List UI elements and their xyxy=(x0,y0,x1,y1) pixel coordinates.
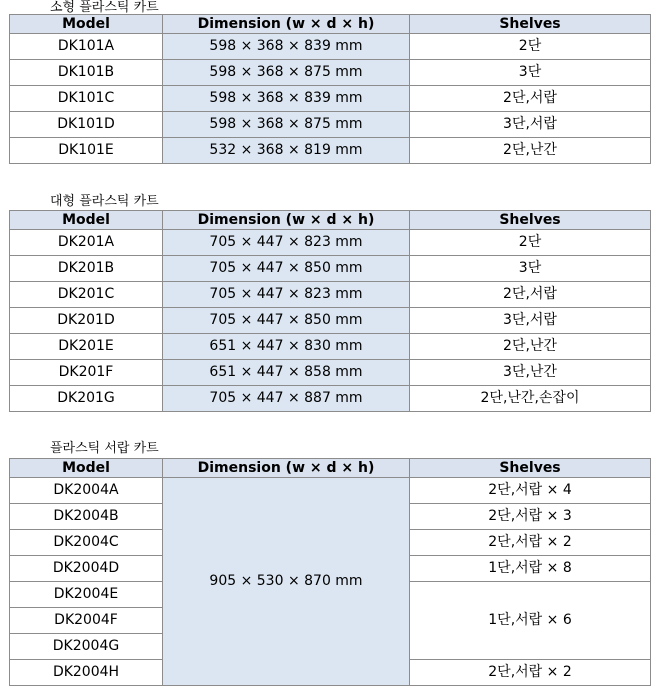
shelves-cell: 2단,서랍 × 3 xyxy=(410,504,651,530)
header-model: Model xyxy=(10,15,163,34)
dimension-cell: 705 × 447 × 887 mm xyxy=(163,386,410,412)
shelves-cell: 3단,서랍 xyxy=(410,308,651,334)
header-shelves: Shelves xyxy=(410,15,651,34)
shelves-cell: 2단 xyxy=(410,230,651,256)
shelves-cell: 1단,서랍 × 8 xyxy=(410,556,651,582)
shelves-cell: 2단,난간 xyxy=(410,138,651,164)
header-dimension: Dimension (w × d × h) xyxy=(163,459,410,478)
table-row xyxy=(10,478,651,504)
shelves-cell: 2단,난간 xyxy=(410,334,651,360)
table-header-row xyxy=(10,211,651,230)
dimension-cell: 598 × 368 × 875 mm xyxy=(163,60,410,86)
shelves-cell: 2단 xyxy=(410,34,651,60)
table-row xyxy=(10,308,651,334)
shelves-cell: 3단,난간 xyxy=(410,360,651,386)
shelves-cell: 3단 xyxy=(410,256,651,282)
table-row xyxy=(10,34,651,60)
model-cell: DK201F xyxy=(10,360,163,386)
shelves-cell: 2단,서랍 xyxy=(410,282,651,308)
dimension-cell: 651 × 447 × 858 mm xyxy=(163,360,410,386)
shelves-cell: 3단,서랍 xyxy=(410,112,651,138)
model-cell: DK101A xyxy=(10,34,163,60)
shelves-cell: 2단,서랍 × 4 xyxy=(410,478,651,504)
model-cell: DK101D xyxy=(10,112,163,138)
header-dimension: Dimension (w × d × h) xyxy=(163,211,410,230)
shelves-cell: 2단,난간,손잡이 xyxy=(410,386,651,412)
table-row xyxy=(10,256,651,282)
model-cell: DK201A xyxy=(10,230,163,256)
header-dimension: Dimension (w × d × h) xyxy=(163,15,410,34)
model-cell: DK2004E xyxy=(10,582,163,608)
dimension-cell: 705 × 447 × 823 mm xyxy=(163,282,410,308)
model-cell: DK2004H xyxy=(10,660,163,686)
model-cell: DK2004A xyxy=(10,478,163,504)
table-row xyxy=(10,282,651,308)
dimension-cell: 651 × 447 × 830 mm xyxy=(163,334,410,360)
shelves-cell-merged: 1단,서랍 × 6 xyxy=(410,582,651,660)
table-row xyxy=(10,86,651,112)
header-shelves: Shelves xyxy=(410,211,651,230)
model-cell: DK101E xyxy=(10,138,163,164)
model-cell: DK101C xyxy=(10,86,163,112)
header-model: Model xyxy=(10,211,163,230)
table-row xyxy=(10,386,651,412)
model-cell: DK101B xyxy=(10,60,163,86)
shelves-cell: 3단 xyxy=(410,60,651,86)
dimension-cell: 598 × 368 × 875 mm xyxy=(163,112,410,138)
model-cell: DK2004B xyxy=(10,504,163,530)
table-header-row xyxy=(10,459,651,478)
model-cell: DK201C xyxy=(10,282,163,308)
table-row xyxy=(10,360,651,386)
dimension-cell: 705 × 447 × 850 mm xyxy=(163,256,410,282)
section-title-drawer-cart: 플라스틱 서랍 카트 xyxy=(50,441,159,456)
large-cart-table xyxy=(9,210,651,412)
header-shelves: Shelves xyxy=(410,459,651,478)
dimension-cell: 705 × 447 × 823 mm xyxy=(163,230,410,256)
header-model: Model xyxy=(10,459,163,478)
table-row xyxy=(10,138,651,164)
section-title-small-cart: 소형 플라스틱 카트 xyxy=(50,0,159,15)
model-cell: DK201D xyxy=(10,308,163,334)
dimension-cell: 532 × 368 × 819 mm xyxy=(163,138,410,164)
model-cell: DK201E xyxy=(10,334,163,360)
section-title-large-cart: 대형 플라스틱 카트 xyxy=(50,194,159,209)
dimension-cell: 705 × 447 × 850 mm xyxy=(163,308,410,334)
table-row xyxy=(10,230,651,256)
small-cart-table xyxy=(9,14,651,164)
shelves-cell: 2단,서랍 × 2 xyxy=(410,660,651,686)
table-header-row xyxy=(10,15,651,34)
model-cell: DK201B xyxy=(10,256,163,282)
table-row xyxy=(10,60,651,86)
shelves-cell: 2단,서랍 xyxy=(410,86,651,112)
table-row xyxy=(10,334,651,360)
drawer-cart-table xyxy=(9,458,651,686)
dimension-cell-merged: 905 × 530 × 870 mm xyxy=(163,478,410,686)
table-row xyxy=(10,112,651,138)
model-cell: DK2004C xyxy=(10,530,163,556)
dimension-cell: 598 × 368 × 839 mm xyxy=(163,86,410,112)
model-cell: DK2004G xyxy=(10,634,163,660)
shelves-cell: 2단,서랍 × 2 xyxy=(410,530,651,556)
dimension-cell: 598 × 368 × 839 mm xyxy=(163,34,410,60)
model-cell: DK2004F xyxy=(10,608,163,634)
model-cell: DK2004D xyxy=(10,556,163,582)
model-cell: DK201G xyxy=(10,386,163,412)
